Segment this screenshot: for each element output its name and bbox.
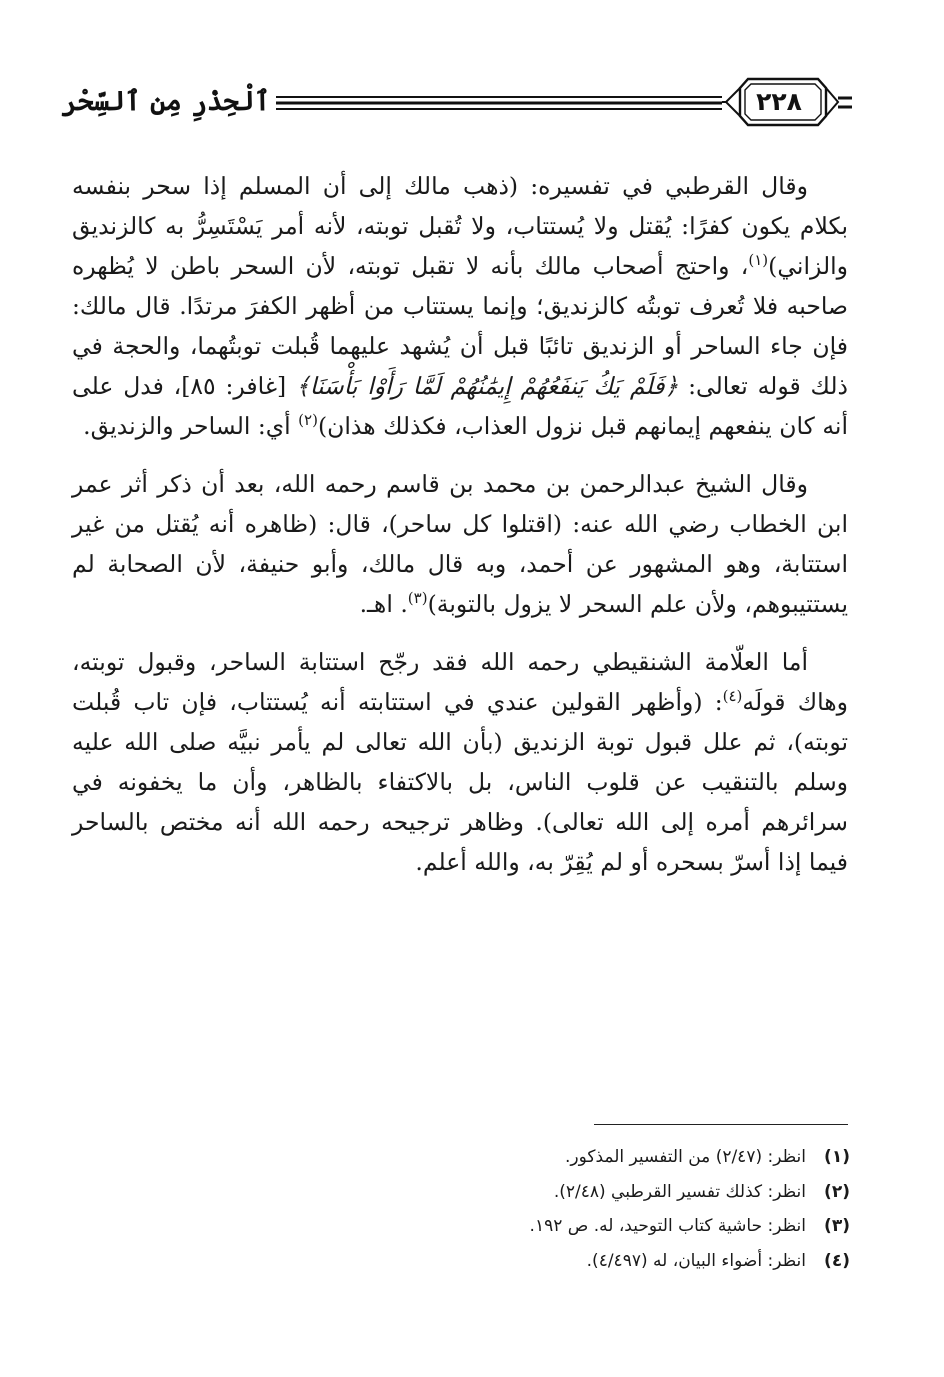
text-run: وقال الشيخ عبدالرحمن بن محمد بن قاسم رحمه الله، بعد أن ذكر أثر عمر ابن الخطاب رضي الله عنه: (اقتلوا كل ساحر)، قال: (ظاهره أنه يُقتل من غير استتابة، وهو المشهور عن أحمد، وبه قال مالك، وأبو حنيفة، لأن الصحابة لم يستتيبوهم، ولأن علم السحر لا يزول بالتوبة)	[72, 470, 848, 618]
text-run: : (وأظهر القولين عندي في استتابته أنه يُستتاب، فإن تاب قُبلت توبته)، ثم علل قبول توبة الزنديق (بأن الله تعالى لم يأمر نبيَّه صلى الله عليه وسلم بالتنقيب عن قلوب الناس، بل بالاكتفاء بالظاهر، وأن ما يخفونه في سرائرهم أمره إلى الله تعالى). وظاهر ترجيحه رحمه الله أنه مختص بالساحر فيما إذا أسرّ بسحره أو لم يُقِرّ به، والله أعلم.	[72, 688, 848, 876]
paragraph	[72, 642, 848, 882]
footnote-text: انظر: (٢/٤٧) من التفسير المذكور.	[564, 1147, 806, 1167]
footnote-item	[150, 1244, 850, 1279]
page-number: ٢٢٨	[756, 87, 802, 116]
text-run: أما العلّامة الشنقيطي رحمه الله فقد رجّح استتابة الساحر، وقبول توبته، وهاك قولَه	[72, 648, 849, 716]
footnote-item	[150, 1209, 850, 1244]
quran-verse: ﴿فَلَمْ يَكُ يَنفَعُهُمْ إِيمَٰنُهُمْ لَمَّا رَأَوْا بَأْسَنَا﴾	[296, 372, 679, 400]
footnotes	[150, 1140, 850, 1278]
text-run: أي: الساحر والزنديق.	[83, 412, 299, 440]
footnote-text: انظر: حاشية كتاب التوحيد، له. ص ١٩٢.	[529, 1216, 806, 1236]
footnote-divider	[594, 1124, 848, 1125]
footnote-reference: (٤)	[722, 687, 743, 705]
footnote-text: انظر: أضواء البيان، له (٤/٤٩٧).	[586, 1250, 806, 1271]
text-run: وقال القرطبي في تفسيره: (ذهب مالك إلى أن المسلم إذا سحر بنفسه بكلام يكون كفرًا: يُقتل ولا يُستتاب، ولا تُقبل توبته، لأنه أمر يَسْتَسِرُّ به كالزنديق والزاني)	[72, 172, 848, 280]
book-title: ٱلْحِذْرِ مِن ٱلسِّحْر	[61, 86, 271, 117]
footnote-item	[150, 1175, 850, 1210]
footnote-number: (١)	[824, 1147, 850, 1167]
text-run: ، واحتج أصحاب مالك بأنه لا تقبل توبته، لأن السحر باطن لا يُظهره صاحبه فلا تُعرف توبتُه كالزنديق؛ وإنما يستتاب من أظهر الكفرَ مرتدًا. قال مالك: فإن جاء الساحر أو الزنديق تائبًا قبل أن يُشهد عليهما قُبلت توبتُهما، والحجة في ذلك قوله تعالى:	[72, 252, 848, 400]
footnote-text: انظر: كذلك تفسير القرطبي (٢/٤٨).	[553, 1181, 806, 1202]
footnote-number: (٢)	[824, 1181, 850, 1202]
footnote-item	[150, 1140, 850, 1175]
footnote-number: (٣)	[824, 1216, 850, 1236]
footnote-reference: (١)	[748, 251, 769, 269]
running-header	[60, 76, 852, 128]
text-run: [غافر: ٨٥]، فدل على أنه كان ينفعهم إيمانهم قبل نزول العذاب، فكذلك هذان)	[72, 372, 848, 440]
footnote-number: (٤)	[824, 1250, 850, 1271]
main-text	[72, 166, 848, 900]
footnote-reference: (٢)	[298, 411, 318, 429]
text-run: . اهـ.	[359, 590, 408, 618]
footnote-reference: (٣)	[407, 589, 428, 607]
paragraph	[72, 166, 848, 446]
paragraph	[72, 464, 848, 624]
